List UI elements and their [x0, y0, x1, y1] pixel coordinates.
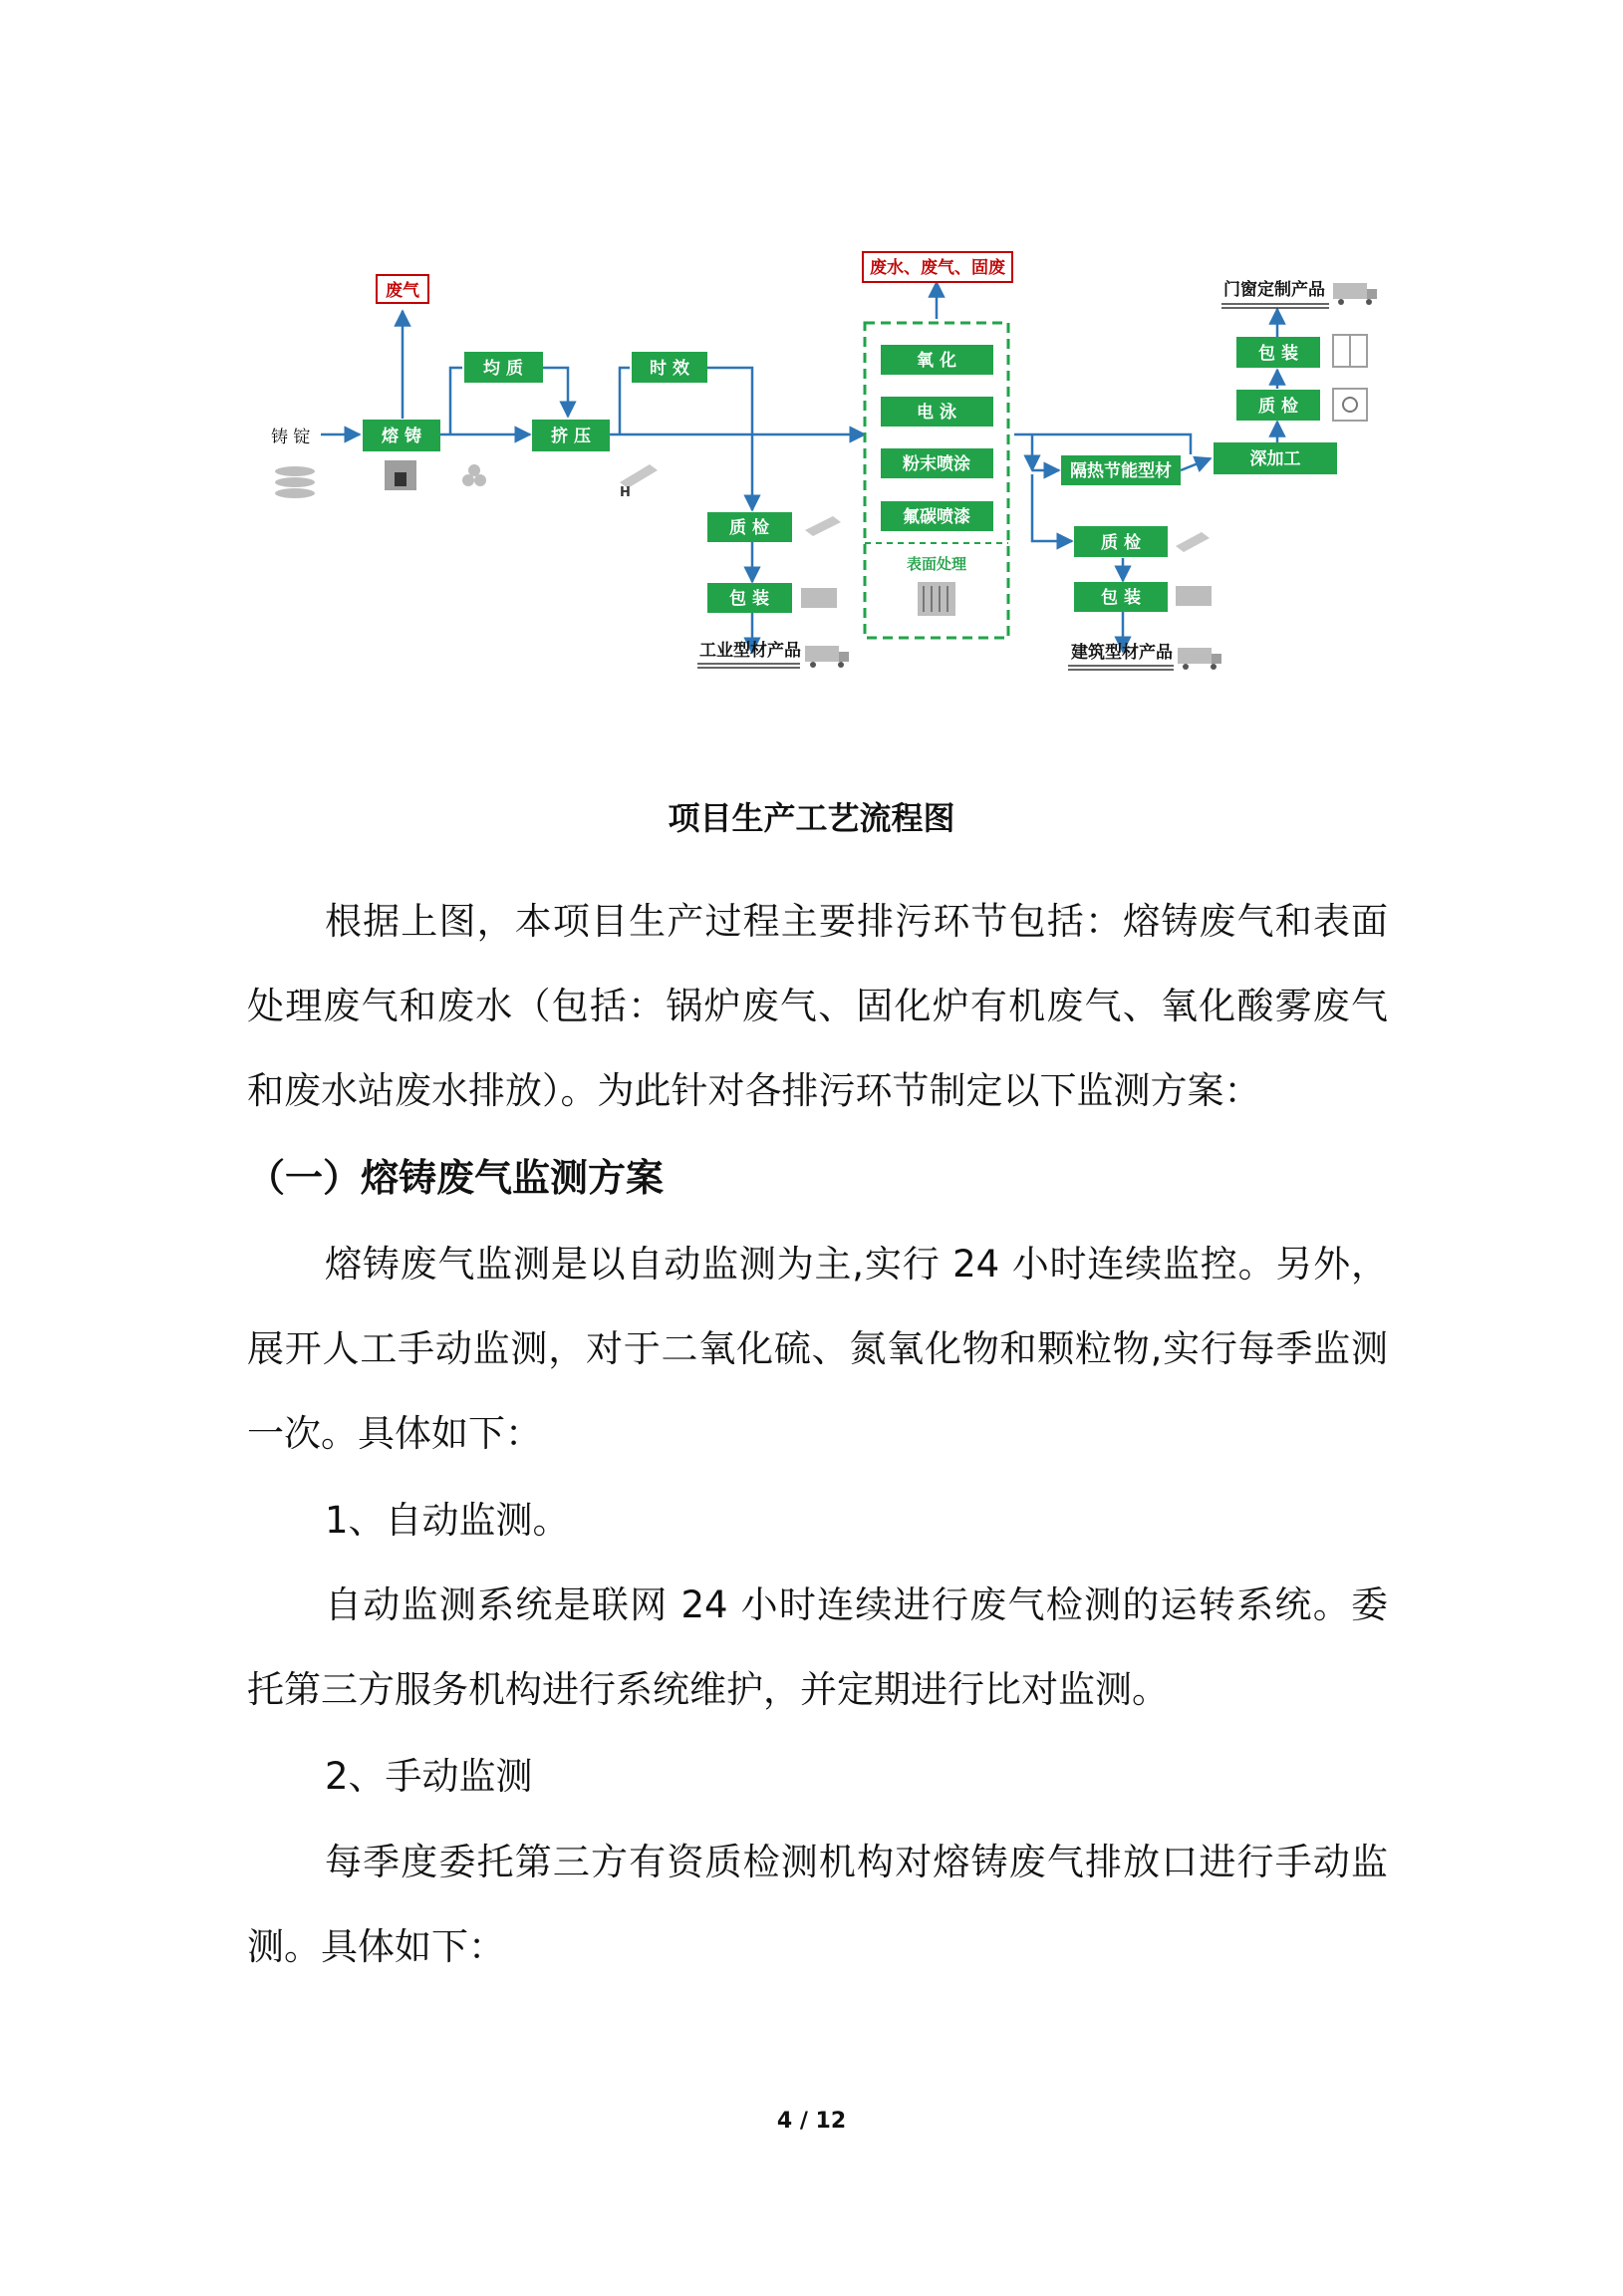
step-casting-label: 熔 铸 — [382, 427, 421, 446]
page-number: 4 / 12 — [776, 2109, 847, 2134]
svg-text:H: H — [620, 485, 631, 500]
profile-icon-qc1 — [805, 516, 841, 536]
truck-icon-3 — [1333, 283, 1377, 305]
step-extrude-label: 挤 压 — [551, 427, 591, 446]
ingot-icon — [275, 466, 315, 498]
profile-icon — [620, 464, 658, 500]
item1-title: 1、自动监测。 — [325, 1499, 570, 1542]
step-aging-label: 时 效 — [650, 359, 689, 379]
item2-title: 2、手动监测 — [325, 1755, 533, 1798]
step-qc-3-label: 质 检 — [1258, 397, 1298, 417]
step-oxidation-label: 氧 化 — [917, 351, 956, 371]
door-window-product-label: 门窗定制产品 — [1223, 280, 1325, 300]
industrial-product-label: 工业型材产品 — [699, 641, 801, 661]
package-icon-2 — [1176, 586, 1212, 606]
ingot-label: 铸 锭 — [271, 428, 311, 447]
step-qc-2-label: 质 检 — [1101, 533, 1141, 553]
step-qc-1-label: 质 检 — [729, 518, 769, 538]
production-flow-diagram — [0, 0, 1623, 718]
step-deep-processing-label: 深加工 — [1249, 449, 1301, 469]
step-pack-2-label: 包 装 — [1101, 588, 1141, 608]
surface-waste-output-label: 废水、废气、固废 — [870, 258, 1005, 278]
step-thermal-break-label: 隔热节能型材 — [1070, 461, 1172, 481]
step-homogenize-label: 均 质 — [483, 359, 523, 379]
truck-icon-1 — [805, 646, 849, 668]
magnifier-window-icon — [1333, 389, 1367, 421]
step-fluorocarbon-coating-label: 氟碳喷漆 — [903, 507, 970, 527]
item2-body: 每季度委托第三方有资质检测机构对熔铸废气排放口进行手动监测。具体如下： — [247, 1841, 1388, 1968]
step-powder-coating-label: 粉末喷涂 — [903, 454, 970, 474]
treatment-tank-icon — [918, 582, 955, 616]
exhaust-output-label: 废气 — [386, 281, 419, 301]
profile-icon-qc2 — [1176, 532, 1210, 552]
aluminum-bars-icon — [462, 464, 486, 486]
item1-body: 自动监测系统是联网 24 小时连续进行废气检测的运转系统。委托第三方服务机构进行系统维护，并定期进行比对监测。 — [247, 1583, 1388, 1711]
truck-icon-2 — [1178, 648, 1221, 670]
building-product-label: 建筑型材产品 — [1071, 643, 1173, 663]
surface-treatment-label: 表面处理 — [906, 555, 967, 573]
intro-paragraph: 根据上图，本项目生产过程主要排污环节包括：熔铸废气和表面处理废气和废水（包括：锅炉废气、固化炉有机废气、氧化酸雾废气和废水站废水排放）。为此针对各排污环节制定以下监测方案： — [247, 900, 1388, 1112]
section-heading-casting-exhaust: （一）熔铸废气监测方案 — [247, 1156, 665, 1200]
figure-caption: 项目生产工艺流程图 — [668, 799, 955, 837]
section1-body: 熔铸废气监测是以自动监测为主,实行 24 小时连续监控。另外，展开人工手动监测，对于二氧化硫、氮氧化物和颗粒物,实行每季监测一次。具体如下： — [247, 1243, 1388, 1455]
step-electrophoresis-label: 电 泳 — [917, 403, 956, 423]
window-frame-icon — [1333, 335, 1367, 367]
step-pack-3-label: 包 装 — [1258, 344, 1298, 364]
step-pack-1-label: 包 装 — [729, 589, 769, 609]
package-icon-1 — [801, 588, 837, 608]
furnace-icon — [385, 460, 416, 490]
